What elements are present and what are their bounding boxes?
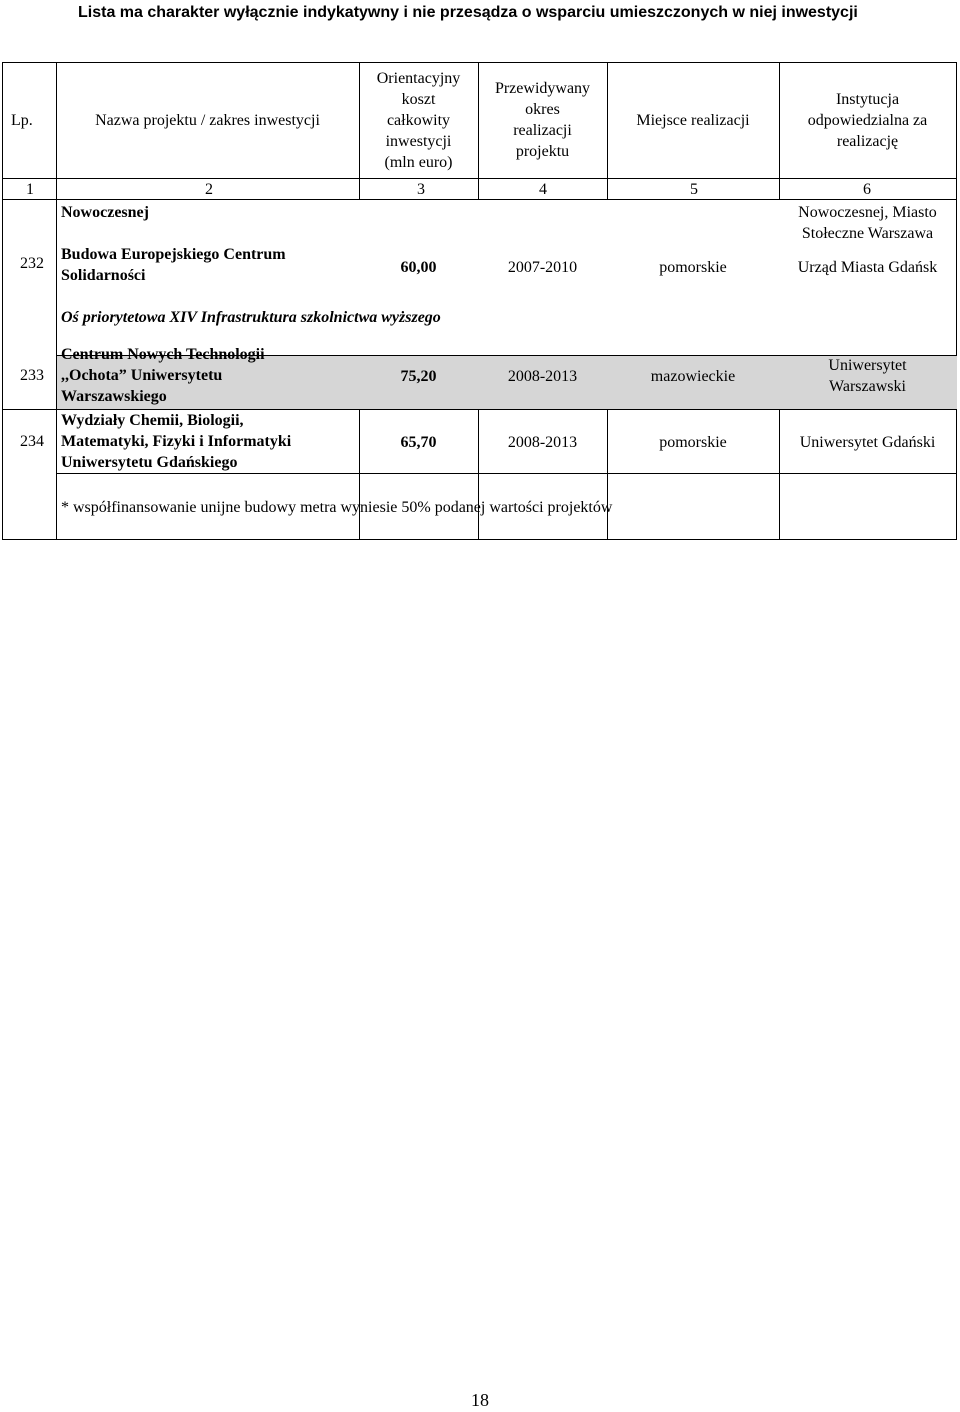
table-row-233-lp: 233: [20, 367, 44, 384]
colnum-6: 6: [863, 181, 871, 198]
colnum-5: 5: [690, 181, 698, 198]
header-instytucja: Instytucja odpowiedzialna za realizację: [807, 91, 928, 150]
table-row-232-lp: 232: [20, 255, 44, 272]
header-miejsce: Miejsce realizacji: [636, 112, 750, 129]
footnote: * współfinansowanie unijne budowy metra wyniesie 50% podanej wartości projektów: [61, 499, 613, 516]
table-row-234-nazwa: Wydziały Chemii, Biologii, Matematyki, Fizyki i Informatyki Uniwersytetu Gdańskiego: [61, 412, 292, 471]
table-row-232-nazwa: Budowa Europejskiego Centrum Solidarności: [61, 246, 286, 284]
table-row-234-instytucja: Uniwersytet Gdański: [799, 434, 936, 451]
table-row-233-koszt: 75,20: [400, 368, 437, 385]
carry-nazwa: Nowoczesnej: [61, 204, 149, 221]
table-row-233-okres: 2008-2013: [507, 368, 578, 385]
document-title: Lista ma charakter wyłącznie indykatywny i nie przesądza o wsparciu umieszczonych w niej inwestycji: [78, 4, 858, 21]
carry-instytucja: Nowoczesnej, Miasto Stołeczne Warszawa: [798, 204, 937, 242]
investment-table: [2, 62, 957, 540]
header-okres: Przewidywany okres realizacji projektu: [494, 80, 591, 160]
colnum-3: 3: [417, 181, 425, 198]
table-row-234-lp: 234: [20, 433, 44, 450]
table-row-233-nazwa: Centrum Nowych Technologii ,,Ochota” Uniwersytetu Warszawskiego: [61, 346, 265, 405]
header-lp: Lp.: [11, 112, 33, 129]
header-nazwa: Nazwa projektu / zakres inwestycji: [95, 112, 320, 129]
page-number: 18: [471, 1390, 489, 1410]
table-row-233-instytucja: Uniwersytet Warszawski: [828, 357, 907, 395]
table-row-233-miejsce: mazowieckie: [650, 368, 736, 385]
priority-axis-label: Oś priorytetowa XIV Infrastruktura szkolnictwa wyższego: [61, 309, 441, 326]
table-row-234-koszt: 65,70: [400, 434, 437, 451]
colnum-4: 4: [539, 181, 547, 198]
table-row-234-okres: 2008-2013: [507, 434, 578, 451]
colnum-1: 1: [26, 181, 34, 198]
table-row-232-miejsce: pomorskie: [659, 259, 727, 276]
header-koszt: Orientacyjny koszt całkowity inwestycji (mln euro): [376, 70, 461, 171]
table-row-232-instytucja: Urząd Miasta Gdańsk: [797, 259, 938, 276]
table-row-234-miejsce: pomorskie: [659, 434, 727, 451]
table-row-232-okres: 2007-2010: [507, 259, 578, 276]
table-row-232-koszt: 60,00: [400, 259, 437, 276]
colnum-2: 2: [205, 181, 213, 198]
